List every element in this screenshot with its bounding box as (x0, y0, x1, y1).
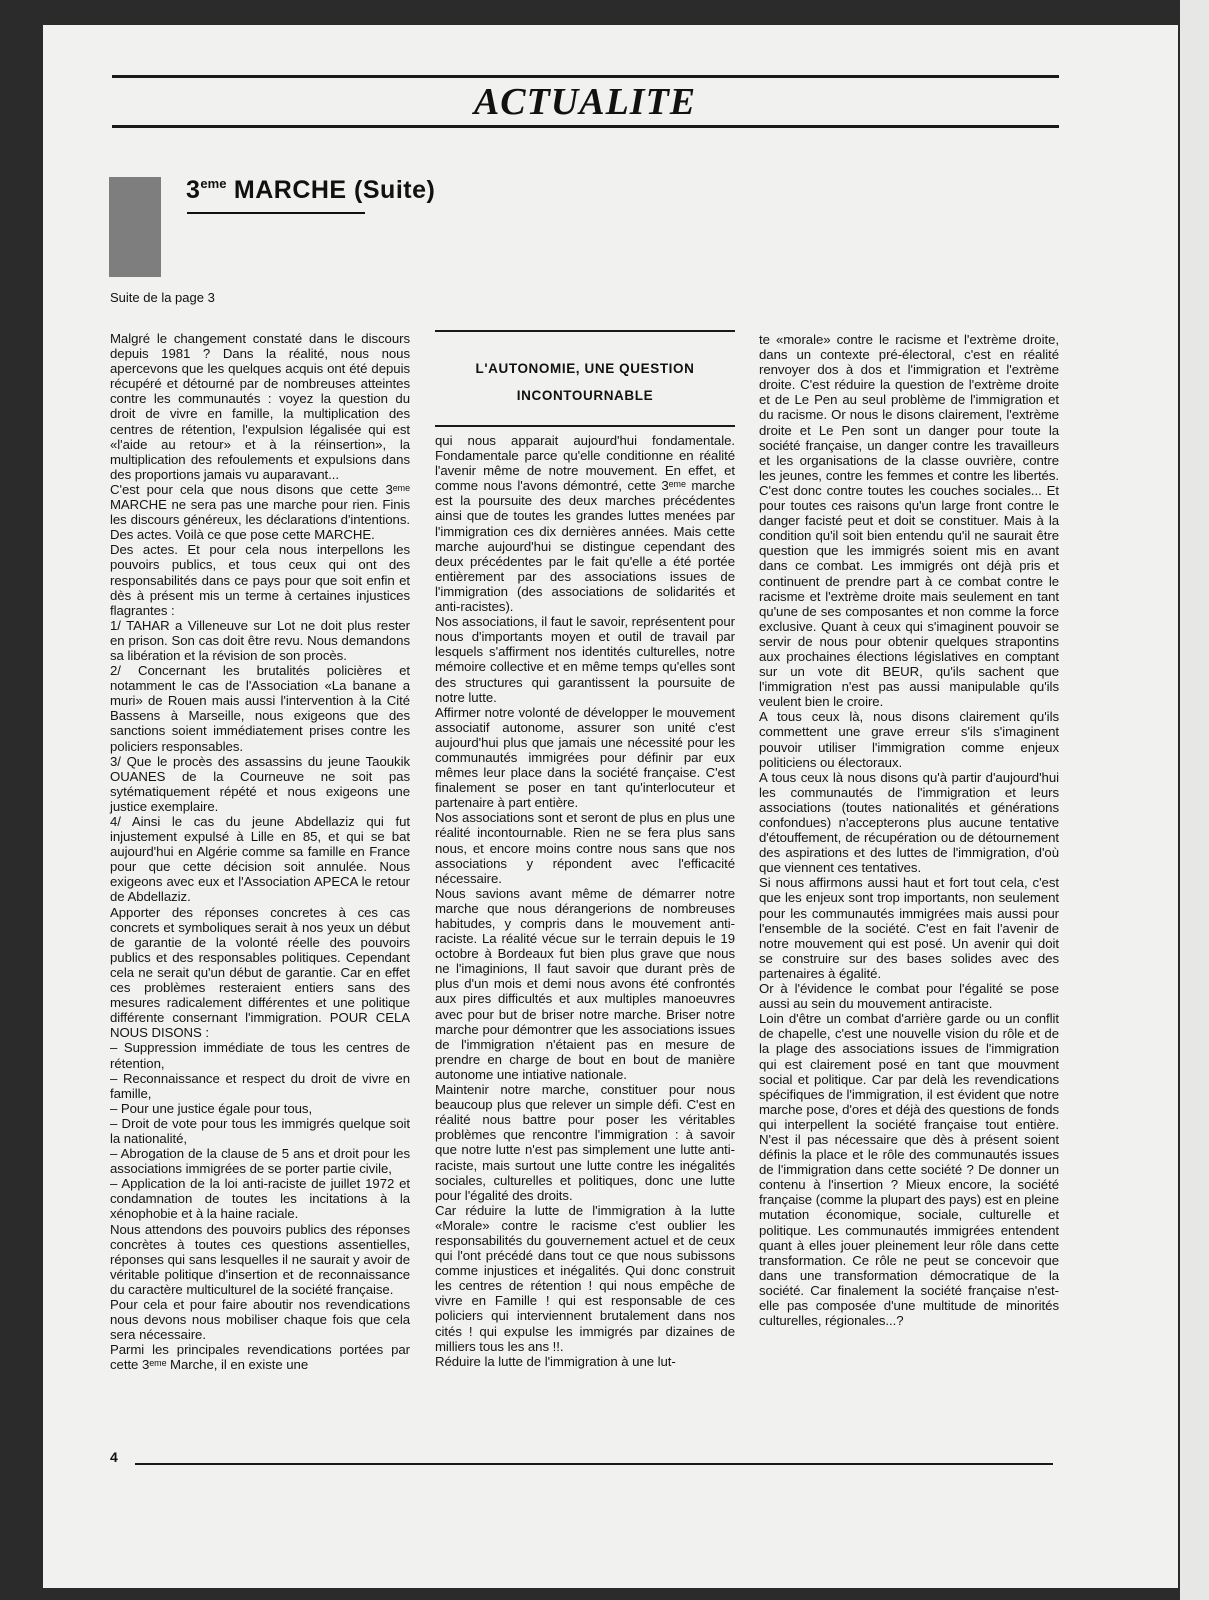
article-title (186, 176, 435, 205)
article-subheading: L'AUTONOMIE, UNE QUESTION INCONTOURNABLE (475, 361, 695, 403)
title-underline (187, 212, 365, 214)
footer-rule (135, 1463, 1053, 1465)
article-title-ordinal: eme (200, 176, 227, 191)
article-column-1: Malgré le changement constaté dans le discours depuis 1981 ? Dans la réalité, nous nous apercevons que les quelques acquis ont été depuis récupéré et détourné par de nombreuses atteintes contre les communautés : voyez la question du droit de vivre en famille, la multiplication des centres de rétention, l'expulsion légalisée qui est «l'aide au retour» et à la réinsertion», la multiplication des refoulements et expulsions dans des proportions jamais vu auparavant... C'est pour cela que nous disons que cette 3ᵉᵐᵉ MARCHE ne sera pas une marche pour rien. Finis les discours généreux, les déclarations d'intentions. Des actes. Voilà ce que pose cette MARCHE. Des actes. Et pour cela nous interpellons les pouvoirs publics, et tous ceux qui ont des responsabilités dans ce pays pour que soit enfin et dès à présent mis un terme à certaines injustices flagrantes : 1/ TAHAR a Villeneuve sur Lot ne doit plus rester en prison. Son cas doit être revu. Nous demandons sa libération et la révision de son procès. 2/ Concernant les brutalités policières et notamment le cas de l'Association «La banane a muri» de Rouen mais aussi l'intervention à la Cité Bassens à Marseille, nous exigeons que des sanctions soient immédiatement prises contre les policiers responsables. 3/ Que le procès des assassins du jeune Taoukik OUANES de la Courneuve ne soit pas sytématiquement répété et nous exigeons une justice exemplaire. 4/ Ainsi le cas du jeune Abdellaziz qui fut injustement expulsé à Lille en 85, et qui se bat aujourd'hui en Algérie comme sa famille en France pour que cette décision soit annulée. Nous exigeons avec eux et l'Association APECA le retour de Abdellaziz. Apporter des réponses concretes à ces cas concrets et symboliques serait à nos yeux un début de garantie de la volonté réelle des pouvoirs publics et des responsables politiques. Cependant cela ne serait qu'un début de garantie. Car en effet ces problèmes resteraient entiers sans des mesures radicalement différentes et une politique différente consernant l'immigration. POUR CELA NOUS DISONS : – Suppression immédiate de tous les centres de rétention, – Reconnaissance et respect du droit de vivre en famille, – Pour une justice égale pour tous, – Droit de vote pour tous les immigrés quelque soit la nationalité, – Abrogation de la clause de 5 ans et droit pour les associations immigrées de se porter partie civile, – Application de la loi anti-raciste de juillet 1972 et condamnation de toutes les incitations à la xénophobie et à la haine raciale. Nous attendons des pouvoirs publics des réponses concrètes à toutes ces questions assentielles, réponses qui sans lesquelles il ne saurait y avoir de véritable politique d'insertion et de reconnaissance du caractère multiculturel de la société française. Pour cela et pour faire aboutir nos revendications nous devons nous mobiliser chaque fois que cela sera nécessaire. Parmi les principales revendications portées par cette 3ᵉᵐᵉ Marche, il en existe une (110, 331, 410, 1373)
title-marker-block (109, 177, 161, 277)
subheading-bottom-rule (435, 425, 735, 427)
article-column-3: te «morale» contre le racisme et l'extrème droite, dans un contexte pré-électoral, c'est en réalité renvoyer dos à dos et l'immigration et l'extrème droite. C'est réduire la question de l'extrème droite et de Le Pen au seul problème de l'immigration et du racisme. Or nous le disons clairement, l'extrème droite et Le Pen sont un danger pour toute la société française, un danger contre les travailleurs et les organisations de la classe ouvrière, contre les jeunes, contre les femmes et contre les libertés. C'est donc contre toutes les couches sociales... Et pour toutes ces raisons qu'un large front contre le danger facisté peut et doit se constituer. Mais à la condition qu'il soit bien entendu qu'il ne saurait être question que les immigrés soient mis en avant dans ce combat. Les immigrés ont déjà pris et continuent de prendre part à ce combat contre le racisme et l'extrème droite mais seulement en tant qu'une de ses composantes et non comme la force exclusive. Quant à ceux qui s'imaginent pouvoir se servir de nous pour obtenir quelques strapontins aux prochaines élections législatives en comptant sur un vote dit BEUR, qu'ils sachent que l'immigration n'est pas aussi manipulable qu'ils veulent bien le croire. A tous ceux là, nous disons clairement qu'ils commettent une grave erreur s'ils s'imaginent pouvoir utiliser l'immigration comme enjeux politiciens ou électoraux. A tous ceux là nous disons qu'à partir d'aujourd'hui les communautés de l'immigration et leurs associations (toutes nationalités et générations confondues) n'accepterons plus aucune tentative d'étouffement, de récupération ou de détournement des aspirations et des luttes de l'immigration, d'où que viennent ces tentatives. Si nous affirmons aussi haut et fort tout cela, c'est que les enjeux sont trop importants, non seulement pour les communautés immigrées mais aussi pour l'ensemble de la société. C'est en fait l'avenir de notre mouvement qui est posé. Un avenir qui doit se construire sur des bases solides avec des partenaires à égalité. Or à l'évidence le combat pour l'égalité se pose aussi au sein du mouvement antiraciste. Loin d'être un combat d'arrière garde ou un conflit de chapelle, c'est une nouvelle vision du rôle et de la plage des associations issues de l'immigration qui est clairement posé en tant que mouvment social et politique. Car par delà les revendications spécifiques de l'immigration, il est évident que notre marche pose, d'ores et déjà des questions de fonds qui interpellent la société française tout entière. N'est il pas nécessaire que dès à présent soient définis la place et le rôle des communautés issues de l'immigration dans cette société ? De donner un contenu à l'insertion ? Mieux encore, la société française (comme la plupart des pays) est en pleine mutation économique, sociale, culturelle et politique. Les communautés immigrées entendent quant à elles jouer pleinement leur rôle dans cette transformation. Ce rôle ne peut se concevoir que dans une transformation démocratique de la société. Car finalement la société française n'est-elle pas composée d'une multitude de minorités culturelles, régionales...? (759, 332, 1059, 1329)
newspaper-page (43, 25, 1178, 1588)
facing-page-edge (1180, 0, 1209, 1600)
section-masthead: ACTUALITE (473, 81, 697, 123)
article-title-number: 3 (186, 176, 201, 204)
article-title-text: MARCHE (Suite) (226, 176, 436, 204)
article-column-2: qui nous apparait aujourd'hui fondamentale. Fondamentale parce qu'elle conditionne en réalité l'avenir même de notre mouvement. En effet, et comme nous l'avons démontré, cette 3ᵉᵐᵉ marche est la poursuite des deux marches précédentes ainsi que de toutes les grandes luttes menées par l'immigration ces dix dernières années. Mais cette marche aujourd'hui se distingue cependant des deux précédentes par le fait qu'elle a été portée entièrement par des associations issues de l'immigration (des associations de solidarités et anti-racistes). Nos associations, il faut le savoir, représentent pour nous d'importants moyen et outil de travail par lesquels s'affirment nos identités culturelles, notre mémoire collective et en même temps qu'elles sont des structures qui garantissent la poursuite de notre lutte. Affirmer notre volonté de développer le mouvement associatif autonome, assurer son unité c'est aujourd'hui plus que jamais une nécessité pour les communautés immigrées pour définir par eux mêmes leur place dans la société française. C'est finalement se poser en tant qu'interlocuteur et partenaire à part entière. Nos associations sont et seront de plus en plus une réalité incontournable. Rien ne se fera plus sans nous, et encore moins contre nous sans que nos associations y répondent avec l'efficacité nécessaire. Nous savions avant même de démarrer notre marche que nous dérangerions de nombreuses habitudes, y compris dans le mouvement anti-raciste. La réalité vécue sur le terrain depuis le 19 octobre à Bordeaux fut bien plus grave que nous ne l'imaginions, Il faut savoir que durant près de plus d'un mois et demi nous avons été confrontés aux pires difficultés et aux multiples manoeuvres avec pour but de briser notre marche. Briser notre marche pour démontrer que les associations issues de l'immigration n'étaient pas en mesure de prendre en charge de bout en bout de manière autonome une intiative nationale. Maintenir notre marche, constituer pour nous beaucoup plus que relever un simple défi. C'est en réalité nous battre pour poser les véritables problèmes que rencontre l'immigration : à savoir que notre lutte n'est pas simplement une lutte anti-raciste, mais surtout une lutte contre les inégalités sociales, culturelles et politiques, donc une lutte pour l'égalité des droits. Car réduire la lutte de l'immigration à la lutte «Morale» contre le racisme c'est oublier les responsabilités du gouvernement actuel et de ceux qui l'ont précédé dans tout ce que nous subissons comme injustices et inégalités. Qui donc construit les centres de rétention ! qui nous empêche de vivre en Famille ! qui est responsable de ces policiers qui interviennent brutalement dans nos cités ! qui expulse les immigrés par dizaines de milliers tous les ans !!. Réduire la lutte de l'immigration à une lut- (435, 433, 735, 1369)
continued-from-note: Suite de la page 3 (110, 290, 215, 305)
masthead-bottom-rule (112, 125, 1059, 128)
page-number: 4 (110, 1449, 118, 1465)
subheading-top-rule (435, 330, 735, 332)
